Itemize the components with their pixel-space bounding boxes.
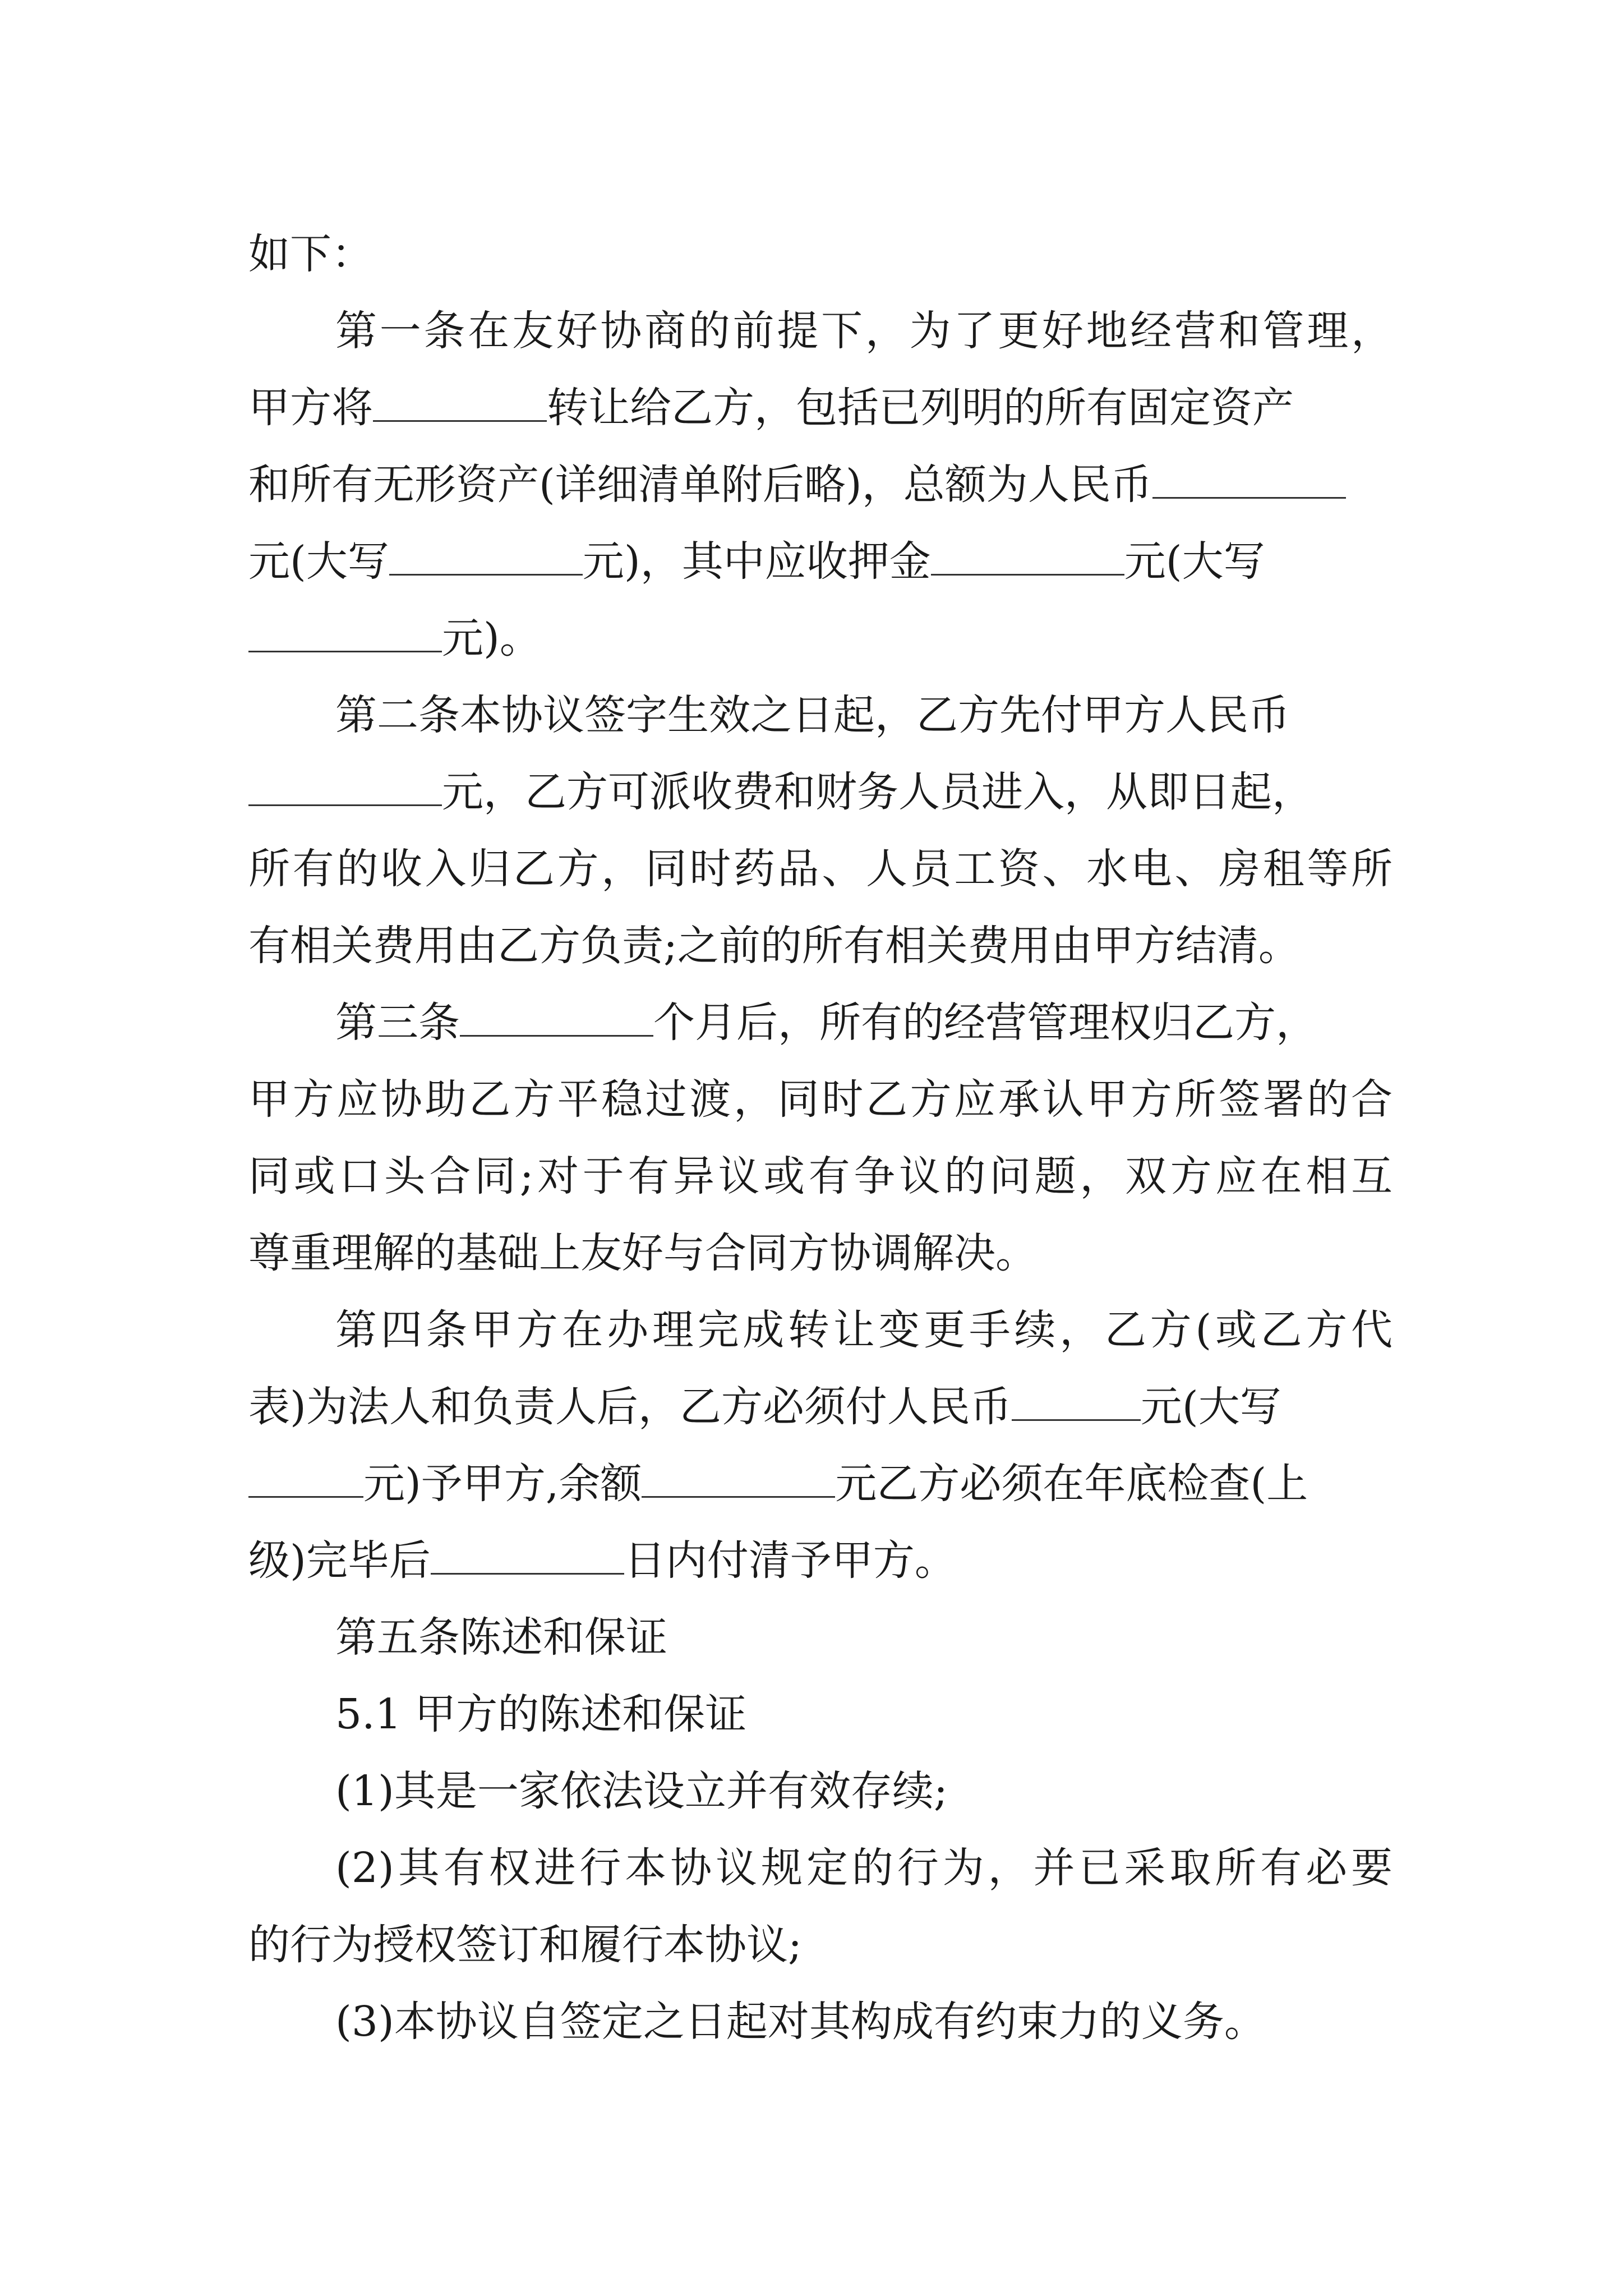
text-segment: 元(大写 (1124, 537, 1265, 586)
article-4-line-2 (248, 1369, 1393, 1446)
text-segment: 第三条 (335, 999, 460, 1047)
article-4-line-1: 第四条甲方在办理完成转让变更手续，乙方(或乙方代 (335, 1306, 1393, 1354)
article-1-line-4 (248, 523, 1393, 600)
article-3-line-2: 甲方应协助乙方平稳过渡，同时乙方应承认甲方所签署的合 (248, 1075, 1393, 1124)
article-4-line-3 (248, 1446, 1393, 1522)
article-3-line-1 (248, 984, 1393, 1061)
article-4-line-4 (248, 1522, 1393, 1599)
document-body (248, 216, 1393, 2060)
text-segment: 元)，其中应收押金 (582, 537, 931, 586)
text-segment: 表)为法人和负责人后，乙方必须付人民币 (248, 1383, 1012, 1431)
clause-2-line-2: 的行为授权签订和履行本协议; (248, 1921, 802, 1969)
article-1-line-3 (248, 447, 1393, 523)
section-5-1-heading: 5.1 甲方的陈述和保证 (335, 1690, 747, 1738)
article-2-line-1: 第二条本协议签字生效之日起，乙方先付甲方人民币 (335, 691, 1290, 739)
text-segment: 元乙方必须在年底检查(上 (835, 1460, 1308, 1508)
paragraph-intro (248, 216, 1393, 293)
text-segment: 元(大写 (248, 537, 389, 586)
fill-in-blank[interactable] (373, 420, 547, 422)
clause-1: (1)其是一家依法设立并有效存续; (335, 1767, 948, 1815)
text-segment: 级)完毕后 (248, 1536, 431, 1585)
text-segment: 元，乙方可派收费和财务人员进入，从即日起， (442, 768, 1313, 816)
fill-in-blank[interactable] (248, 1496, 363, 1498)
fill-in-blank[interactable] (642, 1496, 835, 1498)
fill-in-blank[interactable] (431, 1572, 624, 1575)
text-line: 如下： (248, 230, 373, 278)
clause-3: (3)本协议自签定之日起对其构成有约束力的义务。 (335, 1998, 1266, 2046)
text-segment: 甲方将 (248, 384, 373, 432)
article-2-line-3: 所有的收入归乙方，同时药品、人员工资、水电、房租等所 (248, 845, 1393, 893)
text-segment: 个月后，所有的经营管理权归乙方， (653, 999, 1317, 1047)
text-segment: 日内付清予甲方。 (624, 1536, 956, 1585)
text-segment: 元(大写 (1140, 1383, 1281, 1431)
text-segment: 转让给乙方，包括已列明的所有固定资产 (547, 384, 1294, 432)
fill-in-blank[interactable] (460, 1034, 653, 1037)
article-1-line-2 (248, 370, 1393, 447)
article-2-line-4: 有相关费用由乙方负责;之前的所有相关费用由甲方结清。 (248, 922, 1300, 970)
fill-in-blank[interactable] (1012, 1419, 1141, 1421)
article-3-line-3: 同或口头合同;对于有异议或有争议的问题，双方应在相互 (248, 1152, 1393, 1200)
fill-in-blank[interactable] (248, 650, 442, 652)
article-5-heading: 第五条陈述和保证 (335, 1613, 667, 1662)
text-segment: 元)。 (442, 614, 541, 662)
article-1-line-1: 第一条在友好协商的前提下，为了更好地经营和管理， (335, 307, 1393, 355)
article-3-line-4: 尊重理解的基础上友好与合同方协调解决。 (248, 1229, 1037, 1277)
text-segment: 元)予甲方,余额 (363, 1460, 642, 1508)
article-1-line-5 (248, 600, 1393, 677)
fill-in-blank[interactable] (248, 804, 442, 806)
clause-2-line-1: (2)其有权进行本协议规定的行为，并已采取所有必要 (335, 1844, 1393, 1892)
text-segment: 和所有无形资产(详细清单附后略)，总额为人民币 (248, 461, 1152, 509)
fill-in-blank[interactable] (931, 573, 1124, 576)
fill-in-blank[interactable] (1152, 496, 1346, 499)
fill-in-blank[interactable] (389, 573, 583, 576)
article-2-line-2 (248, 754, 1393, 831)
